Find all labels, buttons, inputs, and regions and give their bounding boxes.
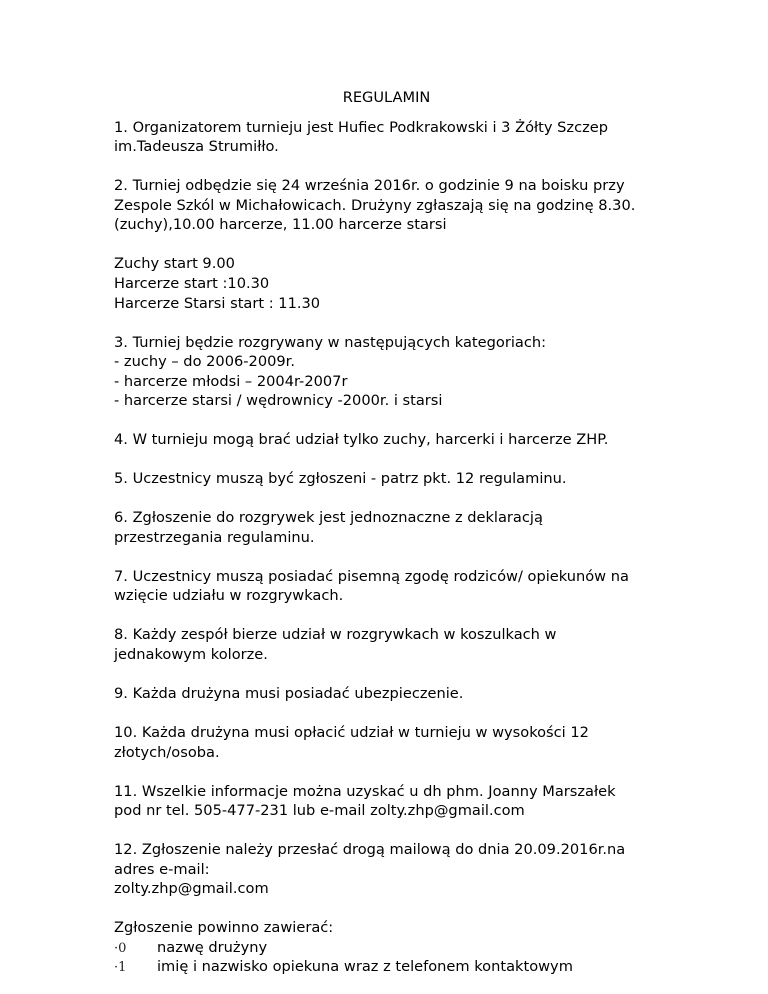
bullet-marker: ·1 xyxy=(114,960,127,976)
paragraph-line: 5. Uczestnicy muszą być zgłoszeni - patrz pkt. 12 regulaminu. xyxy=(114,470,567,488)
paragraph-4 xyxy=(114,430,674,450)
paragraph-line: 7. Uczestnicy muszą posiadać pisemną zgodę rodziców/ opiekunów na xyxy=(114,567,629,585)
paragraph-start-times xyxy=(114,254,674,313)
paragraph-line: im.Tadeusza Strumiłło. xyxy=(114,138,279,156)
paragraph-line: pod nr tel. 505-477-231 lub e-mail zolty.zhp@gmail.com xyxy=(114,802,525,820)
paragraph-line: 6. Zgłoszenie do rozgrywek jest jednoznaczne z deklaracją xyxy=(114,509,543,527)
paragraph-line: 8. Każdy zespół bierze udział w rozgrywkach w koszulkach w xyxy=(114,626,557,644)
paragraph-line: zolty.zhp@gmail.com xyxy=(114,880,269,898)
paragraph-line: 2. Turniej odbędzie się 24 września 2016r. o godzinie 9 na boisku przy xyxy=(114,177,625,195)
paragraph-line: 11. Wszelkie informacje można uzyskać u dh phm. Joanny Marszałek xyxy=(114,782,616,800)
requirements-section xyxy=(114,918,674,977)
requirements-list xyxy=(114,938,674,977)
paragraph-line: adres e-mail: xyxy=(114,860,210,878)
document-page xyxy=(114,88,674,977)
bullet-marker: ·0 xyxy=(114,940,127,956)
paragraph-line: - zuchy – do 2006-2009r. xyxy=(114,353,295,371)
paragraph-9 xyxy=(114,684,674,704)
paragraph-1 xyxy=(114,118,674,157)
document-title: REGULAMIN xyxy=(342,89,431,106)
paragraph-line: wzięcie udziału w rozgrywkach. xyxy=(114,587,344,605)
paragraph-line: jednakowym kolorze. xyxy=(114,646,268,663)
paragraph-6 xyxy=(114,508,674,547)
paragraph-12 xyxy=(114,840,674,899)
paragraph-line: 10. Każda drużyna musi opłacić udział w turnieju w wysokości 12 xyxy=(114,723,589,741)
requirement-item xyxy=(114,938,674,958)
paragraph-line: Harcerze start :10.30 xyxy=(114,274,270,292)
paragraph-line: 1. Organizatorem turnieju jest Hufiec Podkrakowski i 3 Żółty Szczep xyxy=(114,118,609,136)
paragraph-line: złotych/osoba. xyxy=(114,743,220,761)
paragraph-line: 12. Zgłoszenie należy przesłać drogą mailową do dnia 20.09.2016r.na xyxy=(114,841,626,859)
paragraph-line: - harcerze starsi / wędrownicy -2000r. i starsi xyxy=(114,392,443,410)
paragraph-line: przestrzegania regulaminu. xyxy=(114,528,315,546)
requirement-text: imię i nazwisko opiekuna wraz z telefonem kontaktowym xyxy=(157,958,573,976)
paragraph-7 xyxy=(114,567,674,606)
requirements-intro: Zgłoszenie powinno zawierać: xyxy=(114,919,334,937)
paragraph-5 xyxy=(114,469,674,489)
paragraph-11 xyxy=(114,782,674,821)
paragraph-8 xyxy=(114,625,674,664)
paragraph-line: - harcerze młodsi – 2004r-2007r xyxy=(114,372,348,390)
paragraph-line: 4. W turnieju mogą brać udział tylko zuchy, harcerki i harcerze ZHP. xyxy=(114,431,609,449)
paragraph-2 xyxy=(114,176,674,235)
paragraph-line: Zuchy start 9.00 xyxy=(114,255,235,273)
requirement-item xyxy=(114,957,674,977)
paragraph-line: 9. Każda drużyna musi posiadać ubezpieczenie. xyxy=(114,684,464,702)
requirement-text: nazwę drużyny xyxy=(157,938,268,956)
paragraph-3 xyxy=(114,333,674,411)
paragraph-10 xyxy=(114,723,674,762)
paragraph-line: Harcerze Starsi start : 11.30 xyxy=(114,294,321,312)
paragraph-line: (zuchy),10.00 harcerze, 11.00 harcerze starsi xyxy=(114,216,447,234)
paragraph-line: Zespole Szkól w Michałowicach. Drużyny zgłaszają się na godzinę 8.30. xyxy=(114,196,636,214)
paragraph-line: 3. Turniej będzie rozgrywany w następujących kategoriach: xyxy=(114,333,547,351)
